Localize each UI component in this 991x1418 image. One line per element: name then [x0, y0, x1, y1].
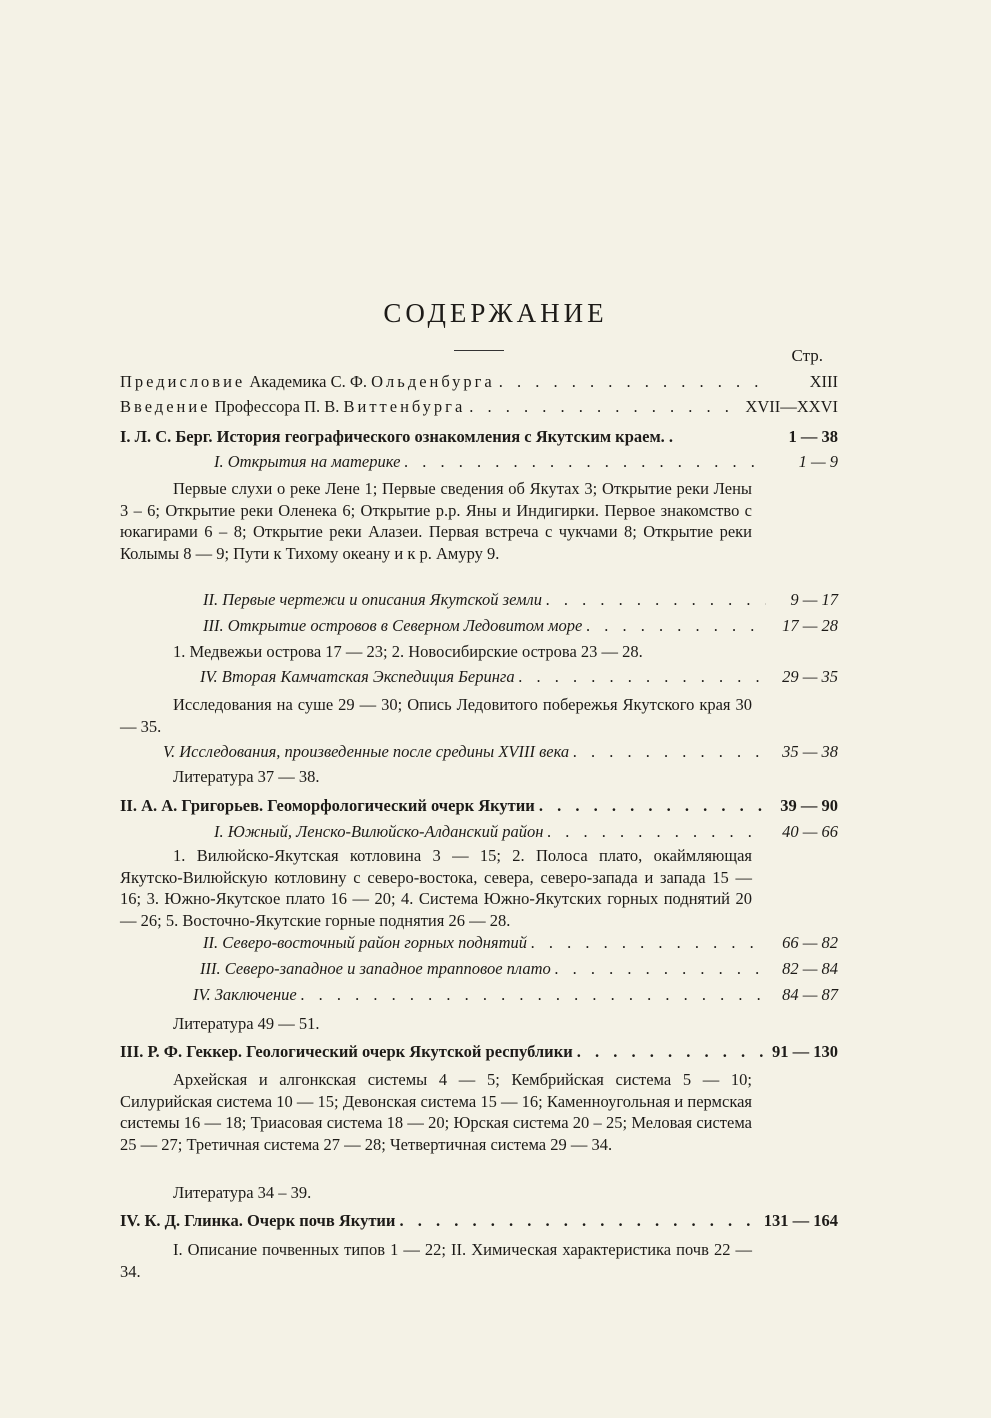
toc-section-4[interactable]	[120, 1210, 838, 1232]
toc-section-3[interactable]	[120, 1041, 838, 1063]
dot-leader	[527, 932, 766, 954]
entry-label: Виттенбурга	[343, 397, 466, 416]
literature: Литература 37 — 38.	[173, 767, 320, 786]
section-summary: Архейская и алгонкская системы 4 — 5; Кембрийская система 5 — 10; Силурийская система 10 — 15; Девонская система 15 — 16; Каменноугольная и пермская системы 16 — 18; Триасовая система 18 — 20; Юрская система 20 – 25; Меловая система 25 — 27; Третичная система 27 — 28; Четвертичная система 29 — 34.	[120, 1070, 752, 1154]
entry-label: V. Исследования, произведенные после средины XVIII века	[163, 742, 570, 761]
page-range: 1 — 9	[798, 452, 838, 471]
dot-leader	[495, 371, 766, 393]
toc-subentry[interactable]	[214, 451, 838, 473]
toc-subentry[interactable]	[203, 615, 838, 637]
page-range: 40 — 66	[782, 822, 838, 841]
entry-label: Введение	[120, 397, 211, 416]
toc-section-2[interactable]	[120, 795, 838, 817]
dot-leader	[515, 666, 766, 688]
dot-leader	[542, 589, 766, 611]
dot-leader	[400, 451, 766, 473]
entry-label: Ольденбурга	[371, 372, 495, 391]
entry-label: Академика С. Ф.	[245, 372, 372, 391]
toc-entry-preface[interactable]	[120, 371, 838, 393]
entry-label: Профессора П. В.	[210, 397, 344, 416]
toc-subentry[interactable]	[203, 589, 838, 611]
toc-subentry[interactable]	[200, 958, 838, 980]
dot-leader	[465, 396, 739, 418]
toc-subentry[interactable]	[193, 984, 838, 1006]
dot-leader	[573, 1041, 766, 1063]
entry-label: I. Открытия на материке	[214, 452, 401, 471]
toc-entry-introduction[interactable]	[120, 396, 838, 418]
page-range: 29 — 35	[782, 667, 838, 686]
dot-leader	[551, 958, 766, 980]
literature: Литература 49 — 51.	[173, 1014, 320, 1033]
literature: Литература 34 – 39.	[173, 1183, 312, 1202]
page-range: 9 — 17	[790, 590, 838, 609]
page-range: XIII	[809, 372, 838, 391]
page-range: 131 — 164	[763, 1211, 838, 1230]
entry-label: II. Первые чертежи и описания Якутской земли	[203, 590, 542, 609]
page-column-label: Стр.	[791, 346, 823, 365]
dot-leader	[543, 821, 766, 843]
entry-summary: Первые слухи о реке Лене 1; Первые сведения об Якутах 3; Открытие реки Лены 3 – 6; Открытие реки Оленека 6; Открытие р.р. Яны и Индигирки. Первое знакомство с юкагирами 6 – 8; Открытие реки Алазеи. Первая встреча с чукчами 8; Открытие реки Колымы 8 — 9; Пути к Тихому океану и к р. Амуру 9.	[120, 479, 752, 563]
entry-summary: 1. Медвежьи острова 17 — 23; 2. Новосибирские острова 23 — 28.	[173, 642, 643, 661]
page-title: СОДЕРЖАНИЕ	[383, 298, 608, 328]
section-heading: III. Р. Ф. Геккер. Геологический очерк Якутской республики	[120, 1042, 573, 1061]
entry-label: III. Открытие островов в Северном Ледовитом море	[203, 616, 583, 635]
toc-subentry[interactable]	[214, 821, 838, 843]
entry-label: III. Северо-западное и западное трапповое плато	[200, 959, 551, 978]
entry-label: II. Северо-восточный район горных поднятий	[203, 933, 527, 952]
section-heading: I. Л. С. Берг. История географического ознакомления с Якутским краем. .	[120, 427, 674, 446]
entry-summary: 1. Вилюйско-Якутская котловина 3 — 15; 2. Полоса плато, окаймляющая Якутско-Вилюйскую котловину с северо-востока, севера, северо-запада и запада 15 — 16; 3. Южно-Якутское плато 16 — 20; 4. Система Южно-Якутских горных поднятий 20 — 26; 5. Восточно-Якутские горные поднятия 26 — 28.	[120, 846, 752, 930]
page-range: 39 — 90	[780, 796, 838, 815]
page-range: 82 — 84	[782, 959, 838, 978]
dot-leader	[297, 984, 766, 1006]
section-summary: I. Описание почвенных типов 1 — 22; II. Химическая характеристика почв 22 — 34.	[120, 1240, 752, 1281]
entry-summary: Исследования на суше 29 — 30; Опись Ледовитого побережья Якутского края 30 — 35.	[120, 695, 752, 736]
entry-label: IV. Вторая Камчатская Экспедиция Беринга	[200, 667, 515, 686]
entry-label: Предисловие	[120, 372, 246, 391]
toc-section-1[interactable]	[120, 426, 838, 448]
page-range: 35 — 38	[782, 742, 838, 761]
section-heading: II. А. А. Григорьев. Геоморфологический очерк Якутии	[120, 796, 535, 815]
page-range: 91 — 130	[772, 1042, 838, 1061]
entry-label: IV. Заключение	[193, 985, 297, 1004]
dot-leader	[569, 741, 766, 763]
toc-subentry[interactable]	[203, 932, 838, 954]
entry-label: I. Южный, Ленско-Вилюйско-Алданский район	[214, 822, 544, 841]
page-range: 66 — 82	[782, 933, 838, 952]
page-range: 84 — 87	[782, 985, 838, 1004]
toc-subentry[interactable]	[163, 741, 838, 763]
title-divider	[454, 350, 504, 351]
page-range: XVII—XXVI	[745, 397, 838, 416]
page-range: 17 — 28	[782, 616, 838, 635]
dot-leader	[535, 795, 766, 817]
section-heading: IV. К. Д. Глинка. Очерк почв Якутии	[120, 1211, 396, 1230]
page-range: 1 — 38	[788, 427, 838, 446]
toc-subentry[interactable]	[200, 666, 838, 688]
dot-leader	[582, 615, 766, 637]
dot-leader	[395, 1210, 757, 1232]
